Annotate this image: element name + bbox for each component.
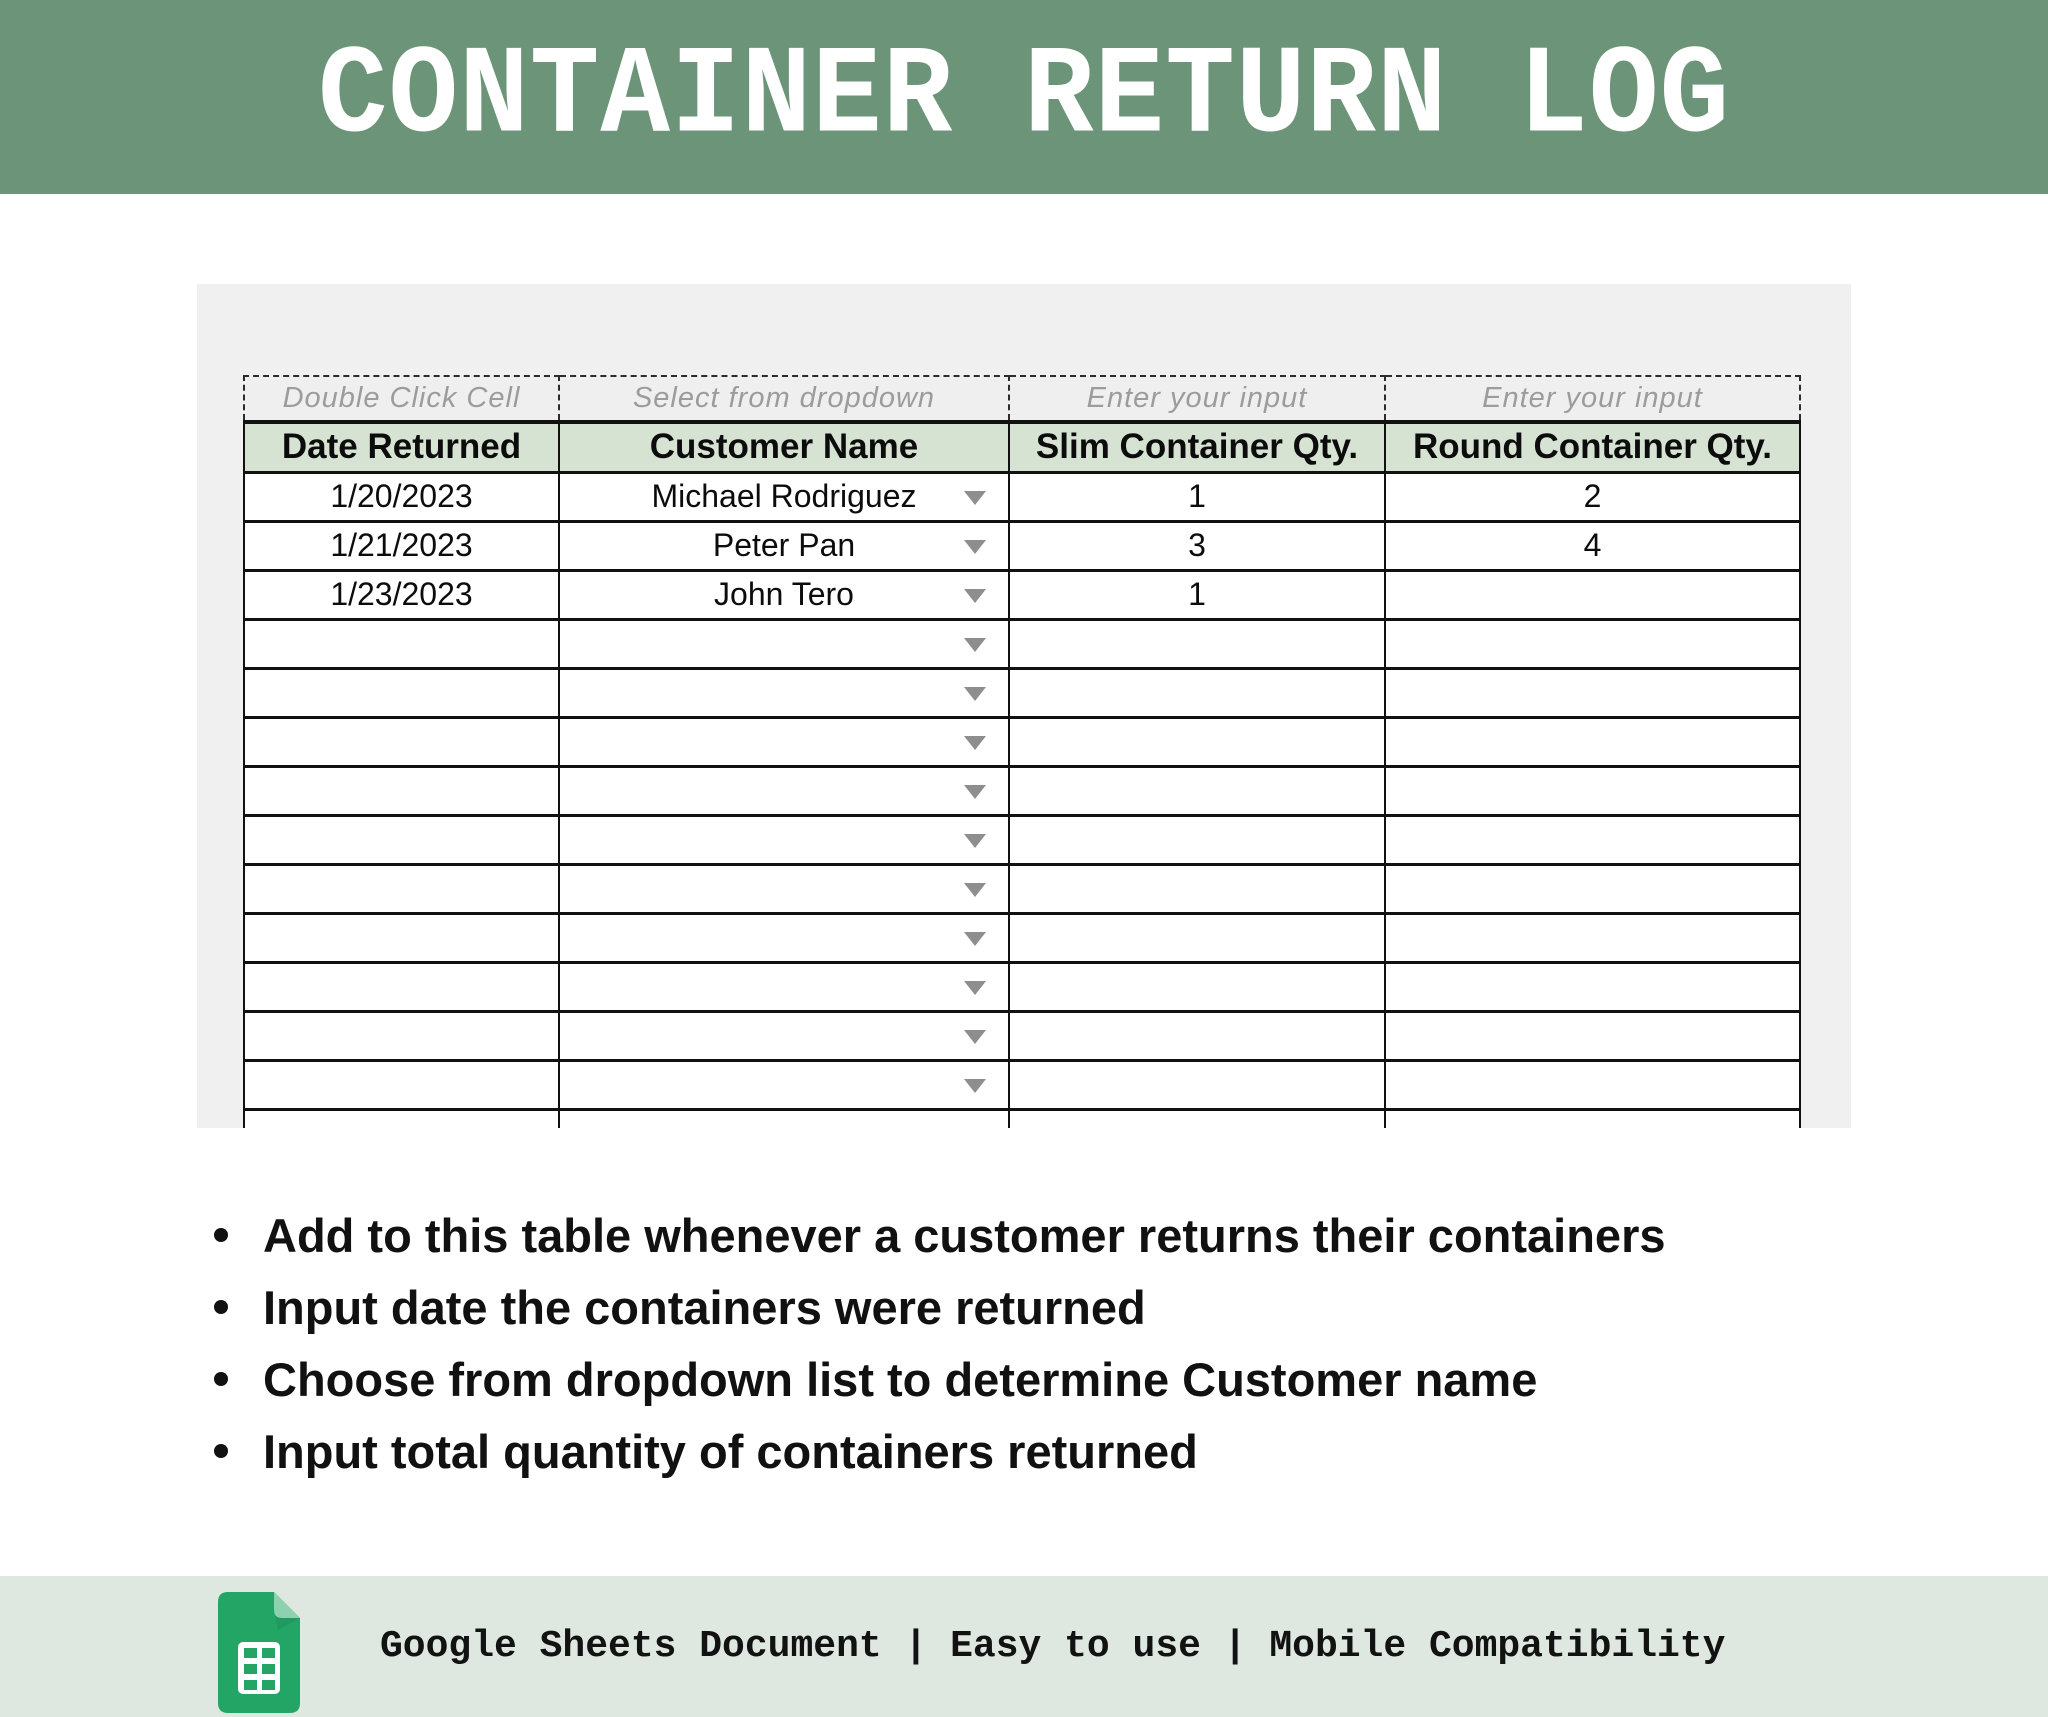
bullet-dot-icon xyxy=(214,1372,228,1386)
spreadsheet-panel xyxy=(197,284,1851,1128)
customer-cell[interactable] xyxy=(559,766,1009,815)
col-header-customer-name: Customer Name xyxy=(559,422,1009,472)
slim-qty-cell[interactable] xyxy=(1009,1011,1385,1060)
table-row xyxy=(244,472,1800,521)
dropdown-arrow-icon[interactable] xyxy=(964,785,986,799)
round-qty-cell[interactable] xyxy=(1385,864,1800,913)
page-title: CONTAINER RETURN LOG xyxy=(317,25,1731,169)
round-qty-cell[interactable] xyxy=(1385,619,1800,668)
round-qty-cell[interactable] xyxy=(1385,1109,1800,1128)
customer-cell[interactable] xyxy=(559,815,1009,864)
table-row xyxy=(244,668,1800,717)
instruction-text: Choose from dropdown list to determine Customer name xyxy=(263,1352,1538,1406)
bullet-dot-icon xyxy=(214,1300,228,1314)
customer-cell[interactable] xyxy=(559,864,1009,913)
customer-cell[interactable] xyxy=(559,521,1009,570)
date-cell[interactable] xyxy=(244,766,559,815)
hint-date: Double Click Cell xyxy=(244,376,559,422)
date-cell[interactable]: 1/23/2023 xyxy=(244,570,559,619)
round-qty-cell[interactable] xyxy=(1385,717,1800,766)
dropdown-arrow-icon[interactable] xyxy=(964,883,986,897)
date-cell[interactable] xyxy=(244,668,559,717)
col-header-slim-qty: Slim Container Qty. xyxy=(1009,422,1385,472)
dropdown-arrow-icon[interactable] xyxy=(964,589,986,603)
customer-cell[interactable] xyxy=(559,472,1009,521)
date-cell[interactable] xyxy=(244,913,559,962)
col-header-date-returned: Date Returned xyxy=(244,422,559,472)
slim-qty-cell[interactable] xyxy=(1009,1060,1385,1109)
sheet-body xyxy=(244,472,1800,1128)
bullet-dot-icon xyxy=(214,1228,228,1242)
round-qty-cell[interactable] xyxy=(1385,913,1800,962)
round-qty-cell[interactable] xyxy=(1385,962,1800,1011)
customer-cell[interactable] xyxy=(559,717,1009,766)
table-row xyxy=(244,913,1800,962)
slim-qty-cell[interactable] xyxy=(1009,864,1385,913)
customer-name-text: John Tero xyxy=(714,576,854,612)
dropdown-arrow-icon[interactable] xyxy=(964,1030,986,1044)
table-row xyxy=(244,717,1800,766)
table-row xyxy=(244,521,1800,570)
round-qty-cell[interactable]: 2 xyxy=(1385,472,1800,521)
slim-qty-cell[interactable] xyxy=(1009,717,1385,766)
date-cell[interactable] xyxy=(244,1060,559,1109)
dropdown-arrow-icon[interactable] xyxy=(964,932,986,946)
date-cell[interactable] xyxy=(244,815,559,864)
date-cell[interactable]: 1/20/2023 xyxy=(244,472,559,521)
customer-cell[interactable] xyxy=(559,913,1009,962)
slim-qty-cell[interactable] xyxy=(1009,619,1385,668)
date-cell[interactable] xyxy=(244,864,559,913)
table-row xyxy=(244,1060,1800,1109)
dropdown-arrow-icon[interactable] xyxy=(964,981,986,995)
dropdown-arrow-icon[interactable] xyxy=(964,736,986,750)
round-qty-cell[interactable] xyxy=(1385,1060,1800,1109)
hint-customer: Select from dropdown xyxy=(559,376,1009,422)
table-row xyxy=(244,619,1800,668)
table-row xyxy=(244,962,1800,1011)
list-item xyxy=(205,1343,1965,1415)
dropdown-arrow-icon[interactable] xyxy=(964,1128,986,1129)
list-item xyxy=(205,1271,1965,1343)
footer-text: Google Sheets Document | Easy to use | Mobile Compatibility xyxy=(380,1625,1726,1668)
banner xyxy=(0,0,2048,194)
table-row xyxy=(244,766,1800,815)
footer xyxy=(0,1576,2048,1717)
customer-cell[interactable] xyxy=(559,1060,1009,1109)
customer-name-text: Michael Rodriguez xyxy=(651,478,917,514)
slim-qty-cell[interactable]: 1 xyxy=(1009,472,1385,521)
slim-qty-cell[interactable] xyxy=(1009,668,1385,717)
dropdown-arrow-icon[interactable] xyxy=(964,1079,986,1093)
table-header-row xyxy=(244,422,1800,472)
instruction-text: Input date the containers were returned xyxy=(263,1280,1146,1334)
round-qty-cell[interactable] xyxy=(1385,668,1800,717)
round-qty-cell[interactable] xyxy=(1385,1011,1800,1060)
round-qty-cell[interactable] xyxy=(1385,815,1800,864)
col-header-round-qty: Round Container Qty. xyxy=(1385,422,1800,472)
slim-qty-cell[interactable] xyxy=(1009,1109,1385,1128)
container-return-table xyxy=(243,375,1801,1128)
slim-qty-cell[interactable]: 3 xyxy=(1009,521,1385,570)
list-item xyxy=(205,1199,1965,1271)
dropdown-arrow-icon[interactable] xyxy=(964,638,986,652)
customer-name-text: Peter Pan xyxy=(712,527,856,563)
dropdown-arrow-icon[interactable] xyxy=(964,687,986,701)
customer-cell[interactable] xyxy=(559,668,1009,717)
table-row xyxy=(244,570,1800,619)
instructions-list xyxy=(205,1199,1965,1487)
dropdown-arrow-icon[interactable] xyxy=(964,540,986,554)
date-cell[interactable]: 1/21/2023 xyxy=(244,521,559,570)
table-row xyxy=(244,864,1800,913)
table-row xyxy=(244,1109,1800,1128)
customer-cell[interactable] xyxy=(559,619,1009,668)
instruction-text: Input total quantity of containers returned xyxy=(263,1424,1198,1478)
round-qty-cell[interactable]: 4 xyxy=(1385,521,1800,570)
list-item xyxy=(205,1415,1965,1487)
slim-qty-cell[interactable] xyxy=(1009,766,1385,815)
date-cell[interactable] xyxy=(244,619,559,668)
date-cell[interactable] xyxy=(244,1011,559,1060)
hint-row xyxy=(244,376,1800,422)
customer-cell[interactable] xyxy=(559,962,1009,1011)
dropdown-arrow-icon[interactable] xyxy=(964,834,986,848)
date-cell[interactable] xyxy=(244,1109,559,1128)
bullet-dot-icon xyxy=(214,1444,228,1458)
date-cell[interactable] xyxy=(244,717,559,766)
slim-qty-cell[interactable]: 1 xyxy=(1009,570,1385,619)
table-row xyxy=(244,1011,1800,1060)
google-sheets-icon xyxy=(218,1592,300,1713)
date-cell[interactable] xyxy=(244,962,559,1011)
instruction-text: Add to this table whenever a customer returns their containers xyxy=(263,1208,1666,1262)
hint-slim: Enter your input xyxy=(1009,376,1385,422)
customer-cell[interactable] xyxy=(559,570,1009,619)
customer-cell[interactable] xyxy=(559,1109,1009,1128)
slim-qty-cell[interactable] xyxy=(1009,815,1385,864)
round-qty-cell[interactable] xyxy=(1385,570,1800,619)
hint-round: Enter your input xyxy=(1385,376,1800,422)
slim-qty-cell[interactable] xyxy=(1009,962,1385,1011)
dropdown-arrow-icon[interactable] xyxy=(964,491,986,505)
table-row xyxy=(244,815,1800,864)
slim-qty-cell[interactable] xyxy=(1009,913,1385,962)
customer-cell[interactable] xyxy=(559,1011,1009,1060)
round-qty-cell[interactable] xyxy=(1385,766,1800,815)
